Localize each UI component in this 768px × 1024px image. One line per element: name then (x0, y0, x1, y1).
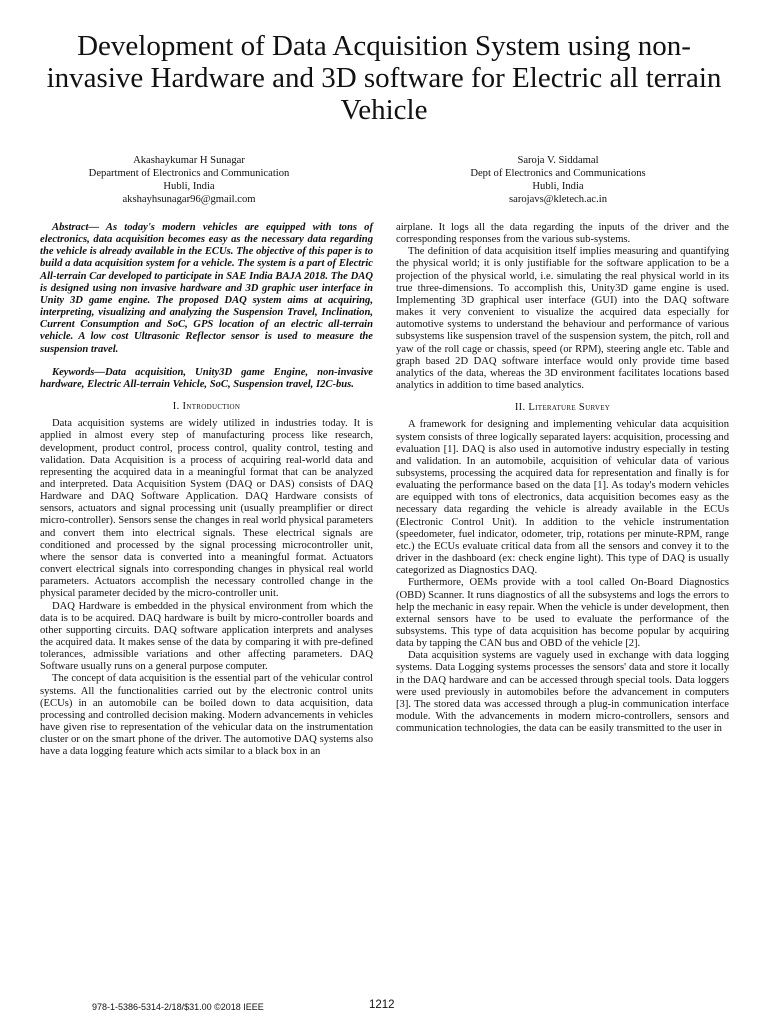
paragraph: Furthermore, OEMs provide with a tool called On-Board Diagnostics (OBD) Scanner. It runs diagnostics of all the subsystems and logs the errors to help the mechanic in easy repair. When the vehicle is under development, then external sensors have to be used to evaluate the performance of the subsystems. This type of data acquisition has become popular by acquiring data by tapping the CAN bus and OBD of the vehicle [2]. (396, 577, 729, 650)
left-column (40, 222, 373, 759)
author-affiliation: Department of Electronics and Communication (88, 168, 290, 179)
author-1 (39, 154, 339, 206)
author-affiliation: Dept of Electronics and Communications (470, 168, 646, 179)
author-location: Hubli, India (163, 181, 215, 192)
paragraph: airplane. It logs all the data regarding the inputs of the driver and the corresponding responses from the various sub-systems. (396, 222, 729, 246)
section-heading-introduction: I. Introduction (172, 401, 241, 413)
author-location: Hubli, India (532, 181, 584, 192)
abstract: Abstract— As today's modern vehicles are equipped with tons of electronics, data acquisition becomes easy as the necessary data regarding the vehicle is already available in the ECUs. The objective of this paper is to build a data acquisition system for a vehicle. The system is a part of Electric All-terrain Car developed to participate in SAE India BAJA 2018. The DAQ is designed using non invasive hardware and 3D graphic user interface in Unity 3D game engine. The proposed DAQ system aims at acquiring, interpreting, visualizing and analyzing the Suspension Travel, Inclination, Current Consumption and SoC, GPS location of an electric all-terrain vehicle. A low cost Ultrasonic Reflector sensor is used to measure the suspension travel. (40, 222, 373, 355)
right-column (396, 222, 729, 735)
section-heading-literature-survey: II. Literature Survey (514, 402, 611, 414)
paragraph: DAQ Hardware is embedded in the physical environment from which the data is to be acquired. DAQ hardware is built by micro-controller boards and other supporting circuits. DAQ software application interprets and analyses the acquired data. It makes sense of the data by comparing it with pre-defined tolerances, admissible variations and other affecting parameters. DAQ Software usually runs on a general purpose computer. (40, 600, 373, 673)
paper-title: Development of Data Acquisition System using non-invasive Hardware and 3D software for Electric all terrain Vehicle (46, 30, 722, 126)
author-name: Akashaykumar H Sunagar (133, 155, 245, 166)
paragraph: The concept of data acquisition is the essential part of the vehicular control systems. All the functionalities carried out by the electronic control units (ECUs) in an automobile can be boiled down to data acquisition, data processing and controlled decision making. Modern advancements in vehicles have given rise to representation of the vehicular data on the instrumentation cluster or on the smart phone of the driver. The automotive DAQ systems also have a data logging feature which acts similar to a black box in an (40, 673, 373, 758)
paragraph: A framework for designing and implementing vehicular data acquisition system consists of three logically separated layers: acquisition, processing and evaluation [1]. DAQ is also used in automotive industry especially in testing and validation. In an automobile, acquisition of vehicular data of various subsystems, processing the acquired data for representation and finally is for evaluating the performance based on the data [1]. As today's modern vehicles are equipped with tons of electronics, data acquisition becomes easy as the necessary data regarding the vehicle is already available in the ECUs (Electronic Control Unit). In addition to the vehicle instrumentation (speedometer, fuel indicator, odometer, trip, rotations per minute-RPM, range etc.) the ECUs evaluate critical data from all the sensors and convey it to the driver in the dashboard (ex: check engine light). This type of DAQ is usually categorized as Diagnostics DAQ. (396, 419, 729, 577)
paragraph: The definition of data acquisition itself implies measuring and quantifying the physical world; it is only justifiable for the software application to be a projection of the physical world, i.e. simulating the real physical world in its true three-dimensions. To accomplish this, Unity3D game engine is used. Implementing 3D graphical user interface (GUI) into the DAQ software makes it very convenient to visualize the acquired data especially for automotive systems to understand the behaviour and performance of various subsystems like suspension travel of the suspension system, the pitch, roll and yaw of the roll cage or chassis, speed (or RPM), steering angle etc. Table and graph based 2D DAQ software interface would only provide time based analytics of the data, whereas the 3D environment facilitates locations based analytics in addition to time based analytics. (396, 246, 729, 392)
author-email: sarojavs@kletech.ac.in (509, 194, 607, 205)
copyright-footer: 978-1-5386-5314-2/18/$31.00 ©2018 IEEE (92, 1002, 264, 1012)
author-name: Saroja V. Siddamal (517, 155, 599, 166)
keywords: Keywords—Data acquisition, Unity3D game Engine, non-invasive hardware, Electric All-terrain Vehicle, SoC, Suspension travel, I2C-bus. (40, 366, 373, 390)
author-email: akshayhsunagar96@gmail.com (122, 194, 256, 205)
page-number: 1212 (369, 999, 395, 1011)
author-2 (408, 154, 708, 206)
paragraph: Data acquisition systems are vaguely used in exchange with data logging systems. Data Logging systems processes the sensors' data and store it locally in the DAQ hardware and can be accessed through special tools. Data loggers were used previously in automobiles before the advancement in computers [3]. The stored data was accessed through a plug-in communication interface module. With the advancements in modern micro-controllers, sensors and communication technologies, the data can be easily transmitted to the user in (396, 650, 729, 735)
paragraph: Data acquisition systems are widely utilized in industries today. It is applied in almost every step of manufacturing process like research, development, product control, process control, quality control, testing and validation. Data Acquisition is a process of acquiring real-world data and representing the acquired data in a meaningful format that can be analyzed and interpreted. Data Acquisition System (DAQ or DAS) consists of DAQ Hardware and DAQ Software Application. DAQ Hardware consists of sensors, actuators and signal processing unit (usually preamplifier or direct micro-controller). Sensors sense the changes in real world physical parameters and convert them into electrical signals. These electrical signals are conditioned and processed by the signal processing microcontroller unit, where the sensor data is converted into a meaningful format. Actuators convert electrical signals into corresponding changes in physical real world parameters. Actuators accomplish the necessary controlled change in the physical parameter decided by the micro-controller unit. (40, 418, 373, 600)
